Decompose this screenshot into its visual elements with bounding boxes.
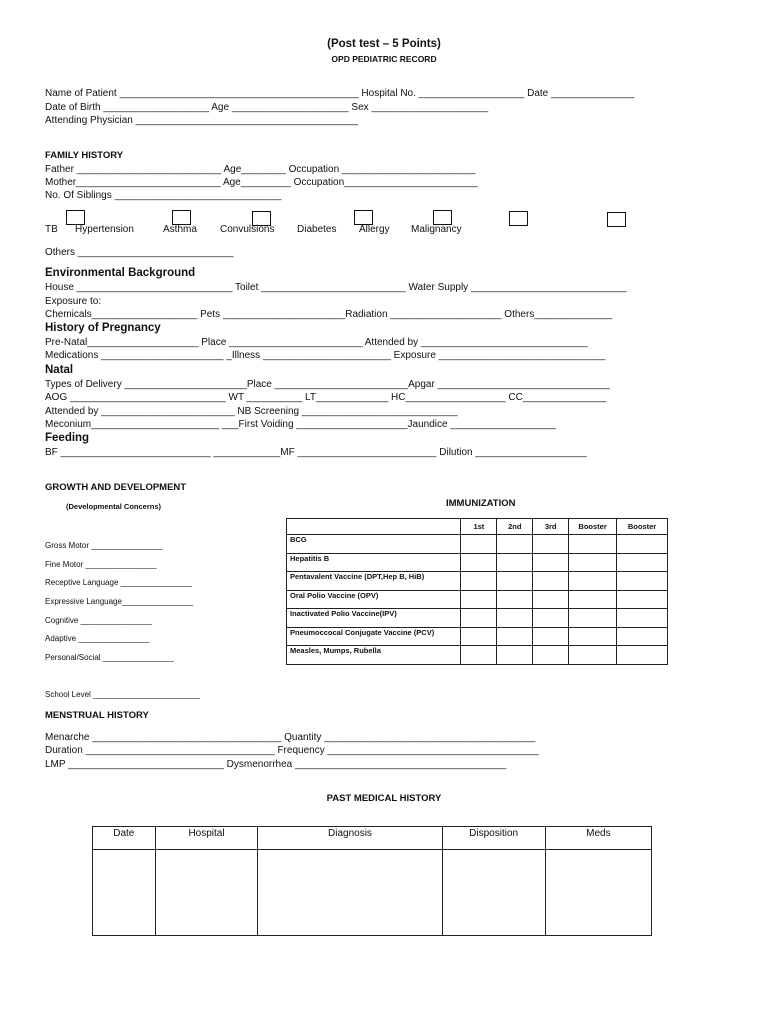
condition-convulsions: Convulsions xyxy=(220,224,275,235)
exposure-label: Exposure to: xyxy=(45,296,102,307)
condition-malignancy: Malignancy xyxy=(411,224,462,235)
prenatal-line[interactable]: Pre-Natal____________________ Place ________________________ Attended by ______________________________ xyxy=(45,337,588,348)
pmh-col-meds: Meds xyxy=(545,827,651,850)
pregnancy-heading: History of Pregnancy xyxy=(45,322,161,334)
immunization-col-booster-1: Booster xyxy=(569,519,617,535)
table-row xyxy=(287,590,668,609)
pmh-disposition-cell[interactable] xyxy=(442,850,545,936)
father-line[interactable]: Father __________________________ Age________ Occupation ________________________ xyxy=(45,164,476,175)
table-row xyxy=(287,646,668,665)
vaccine-pentavalent: Pentavalent Vaccine (DPT,Hep B, HiB) xyxy=(287,572,461,591)
dose-cell[interactable] xyxy=(533,553,569,572)
condition-allergy: Allergy xyxy=(359,224,390,235)
immunization-col-2nd: 2nd xyxy=(497,519,533,535)
attending-physician-line[interactable]: Attending Physician ________________________________________ xyxy=(45,115,359,126)
delivery-line[interactable]: Types of Delivery ______________________Place ________________________Apgar _______________________________ xyxy=(45,379,610,390)
vaccine-mmr: Measles, Mumps, Rubella xyxy=(287,646,461,665)
pmh-diagnosis-cell[interactable] xyxy=(258,850,442,936)
environmental-heading: Environmental Background xyxy=(45,267,196,279)
dose-cell[interactable] xyxy=(569,627,617,646)
vaccine-pcv: Pneumoccocal Conjugate Vaccine (PCV) xyxy=(287,627,461,646)
dose-cell[interactable] xyxy=(497,590,533,609)
dose-cell[interactable] xyxy=(497,646,533,665)
dose-cell[interactable] xyxy=(617,646,668,665)
extra-checkbox[interactable] xyxy=(607,212,626,227)
past-medical-table xyxy=(92,826,652,936)
immunization-heading: IMMUNIZATION xyxy=(446,498,516,509)
past-medical-header-row xyxy=(93,827,652,850)
asthma-checkbox[interactable] xyxy=(172,210,191,225)
immunization-col-3rd: 3rd xyxy=(533,519,569,535)
dose-cell[interactable] xyxy=(569,553,617,572)
vaccine-bcg: BCG xyxy=(287,535,461,554)
dose-cell[interactable] xyxy=(461,590,497,609)
pmh-col-date: Date xyxy=(93,827,156,850)
vaccine-ipv: Inactivated Polio Vaccine(IPV) xyxy=(287,609,461,628)
personal-social-line[interactable]: Personal/Social ________________ xyxy=(45,653,174,662)
mother-line[interactable]: Mother__________________________ Age_________ Occupation________________________ xyxy=(45,177,478,188)
dose-cell[interactable] xyxy=(569,535,617,554)
dose-cell[interactable] xyxy=(497,627,533,646)
dose-cell[interactable] xyxy=(617,572,668,591)
dose-cell[interactable] xyxy=(569,646,617,665)
lmp-line[interactable]: LMP ____________________________ Dysmenorrhea ______________________________________ xyxy=(45,759,507,770)
feeding-heading: Feeding xyxy=(45,432,90,444)
form-subtitle: OPD PEDIATRIC RECORD xyxy=(331,54,437,64)
malignancy-checkbox[interactable] xyxy=(509,211,528,226)
table-row xyxy=(287,535,668,554)
fine-motor-line[interactable]: Fine Motor ________________ xyxy=(45,560,157,569)
pmh-date-cell[interactable] xyxy=(93,850,156,936)
siblings-line[interactable]: No. Of Siblings ______________________________ xyxy=(45,190,282,201)
natal-heading: Natal xyxy=(45,364,74,376)
allergy-checkbox[interactable] xyxy=(433,210,452,225)
dose-cell[interactable] xyxy=(461,572,497,591)
school-level-line[interactable]: School Level ________________________ xyxy=(45,690,200,699)
menstrual-heading: MENSTRUAL HISTORY xyxy=(45,710,149,721)
immunization-col-vaccine xyxy=(287,519,461,535)
attended-by-line[interactable]: Attended by ________________________ NB Screening ____________________________ xyxy=(45,406,458,417)
expressive-language-line[interactable]: Expressive Language________________ xyxy=(45,597,194,606)
dose-cell[interactable] xyxy=(533,646,569,665)
immunization-col-1st: 1st xyxy=(461,519,497,535)
table-row xyxy=(287,627,668,646)
immunization-col-booster-2: Booster xyxy=(617,519,668,535)
immunization-header-row xyxy=(287,519,668,535)
table-row xyxy=(287,609,668,628)
dose-cell[interactable] xyxy=(497,553,533,572)
condition-asthma: Asthma xyxy=(163,224,197,235)
developmental-concerns-label: (Developmental Concerns) xyxy=(66,502,162,511)
dose-cell[interactable] xyxy=(461,553,497,572)
pmh-meds-cell[interactable] xyxy=(545,850,651,936)
gross-motor-line[interactable]: Gross Motor ________________ xyxy=(45,541,163,550)
dose-cell[interactable] xyxy=(533,590,569,609)
diabetes-checkbox[interactable] xyxy=(354,210,373,225)
dose-cell[interactable] xyxy=(617,627,668,646)
others-line[interactable]: Others ____________________________ xyxy=(45,247,234,258)
dose-cell[interactable] xyxy=(617,535,668,554)
dose-cell[interactable] xyxy=(533,535,569,554)
condition-hypertension: Hypertension xyxy=(75,224,134,235)
pmh-col-diagnosis: Diagnosis xyxy=(258,827,442,850)
pmh-hospital-cell[interactable] xyxy=(155,850,258,936)
dose-cell[interactable] xyxy=(617,609,668,628)
patient-name-line[interactable]: Name of Patient ___________________________________________ Hospital No. ___________________ Date _______________ xyxy=(45,88,635,99)
cognitive-line[interactable]: Cognitive ________________ xyxy=(45,616,152,625)
family-history-heading: FAMILY HISTORY xyxy=(45,150,124,161)
dose-cell[interactable] xyxy=(533,572,569,591)
tb-checkbox[interactable] xyxy=(66,210,85,225)
house-line[interactable]: House ____________________________ Toilet __________________________ Water Supply ____________________________ xyxy=(45,282,627,293)
dose-cell[interactable] xyxy=(533,627,569,646)
table-row xyxy=(287,553,668,572)
receptive-language-line[interactable]: Receptive Language ________________ xyxy=(45,578,192,587)
dose-cell[interactable] xyxy=(461,646,497,665)
vaccine-opv: Oral Polio Vaccine (OPV) xyxy=(287,590,461,609)
table-row xyxy=(93,850,652,936)
pmh-col-hospital: Hospital xyxy=(155,827,258,850)
dose-cell[interactable] xyxy=(569,609,617,628)
adaptive-line[interactable]: Adaptive ________________ xyxy=(45,634,150,643)
dose-cell[interactable] xyxy=(617,590,668,609)
pmh-col-disposition: Disposition xyxy=(442,827,545,850)
meconium-line[interactable]: Meconium_______________________ ___First Voiding ____________________Jaundice ___________________ xyxy=(45,419,557,430)
form-title: (Post test – 5 Points) xyxy=(327,38,441,50)
duration-line[interactable]: Duration __________________________________ Frequency ______________________________________ xyxy=(45,745,539,756)
past-medical-heading: PAST MEDICAL HISTORY xyxy=(326,793,442,804)
menarche-line[interactable]: Menarche __________________________________ Quantity ______________________________________ xyxy=(45,732,536,743)
table-row xyxy=(287,572,668,591)
dose-cell[interactable] xyxy=(461,535,497,554)
condition-diabetes: Diabetes xyxy=(297,224,337,235)
dose-cell[interactable] xyxy=(497,609,533,628)
dose-cell[interactable] xyxy=(497,572,533,591)
dose-cell[interactable] xyxy=(569,572,617,591)
feeding-line[interactable]: BF ___________________________ ____________MF _________________________ Dilution ____________________ xyxy=(45,447,587,458)
vaccine-hepatitis-b: Hepatitis B xyxy=(287,553,461,572)
dose-cell[interactable] xyxy=(569,590,617,609)
medications-line[interactable]: Medications ______________________ _Illness _______________________ Exposure ______________________________ xyxy=(45,350,606,361)
growth-heading: GROWTH AND DEVELOPMENT xyxy=(45,482,187,493)
aog-line[interactable]: AOG ____________________________ WT __________ LT_____________ HC__________________ CC_______________ xyxy=(45,392,607,403)
dose-cell[interactable] xyxy=(497,535,533,554)
chemicals-line[interactable]: Chemicals___________________ Pets ______________________Radiation ____________________ Others______________ xyxy=(45,309,613,320)
dose-cell[interactable] xyxy=(617,553,668,572)
date-of-birth-line[interactable]: Date of Birth ___________________ Age _____________________ Sex _____________________ xyxy=(45,102,489,113)
dose-cell[interactable] xyxy=(461,627,497,646)
condition-tb: TB xyxy=(45,224,58,235)
dose-cell[interactable] xyxy=(533,609,569,628)
dose-cell[interactable] xyxy=(461,609,497,628)
immunization-table xyxy=(286,518,668,665)
